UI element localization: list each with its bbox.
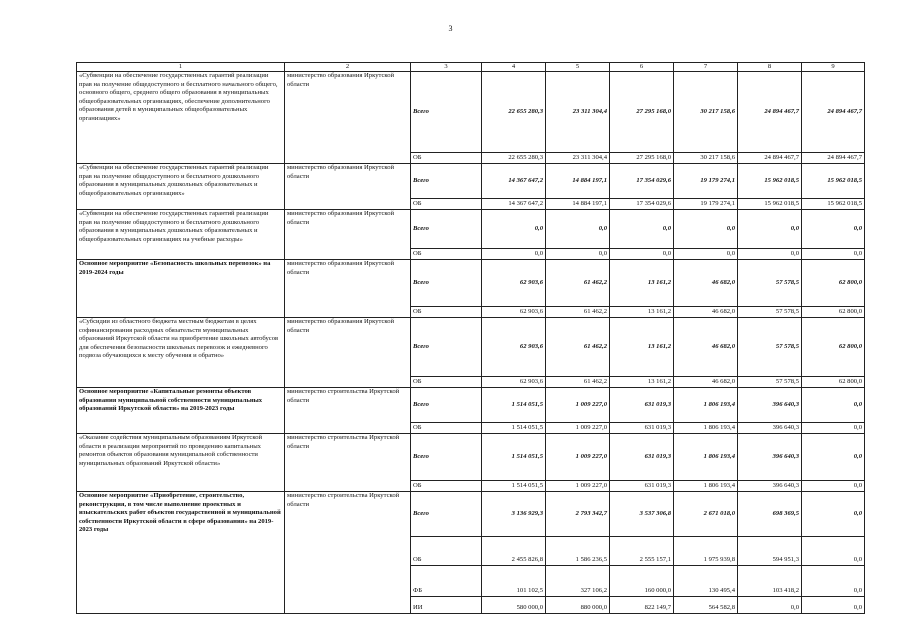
amount-cell: 27 295 168,0 [610,153,674,164]
funding-source-cell: Всего [411,72,482,153]
amount-cell: 62 800,0 [802,260,865,307]
amount-cell: 46 682,0 [674,307,738,318]
amount-cell: 1 975 939,8 [674,537,738,566]
amount-cell: 1 009 227,0 [546,481,610,492]
funding-source-cell: ОБ [411,307,482,318]
amount-cell: 160 000,0 [610,566,674,597]
page-number: 3 [448,24,453,33]
amount-cell: 1 009 227,0 [546,423,610,434]
table-row [77,164,865,199]
amount-cell: 17 354 029,6 [610,199,674,210]
table-row [77,388,865,423]
amount-cell: 62 800,0 [802,377,865,388]
amount-cell: 0,0 [802,537,865,566]
amount-cell: 30 217 158,6 [674,72,738,153]
amount-cell: 396 640,3 [738,423,802,434]
amount-cell: 3 136 929,3 [482,492,546,537]
amount-cell: 15 962 018,5 [738,164,802,199]
amount-cell: 61 462,2 [546,377,610,388]
amount-cell: 396 640,3 [738,388,802,423]
column-header: 9 [802,63,865,72]
executor-cell: министерство образования Иркутской области [285,260,411,318]
amount-cell: 1 806 193,4 [674,481,738,492]
amount-cell: 580 000,0 [482,597,546,614]
table-body [77,63,865,614]
amount-cell: 30 217 158,6 [674,153,738,164]
amount-cell: 101 102,5 [482,566,546,597]
amount-cell: 396 640,3 [738,434,802,481]
amount-cell: 22 655 280,3 [482,72,546,153]
amount-cell: 27 295 168,0 [610,72,674,153]
table-row [77,492,865,537]
amount-cell: 396 640,3 [738,481,802,492]
amount-cell: 0,0 [802,434,865,481]
amount-cell: 0,0 [738,597,802,614]
amount-cell: 631 019,3 [610,481,674,492]
column-header: 8 [738,63,802,72]
column-header: 3 [411,63,482,72]
amount-cell: 1 009 227,0 [546,388,610,423]
funding-source-cell: Всего [411,164,482,199]
amount-cell: 1 514 051,5 [482,423,546,434]
activity-name-cell: Основное мероприятие «Приобретение, строительство, реконструкция, в том числе выполнение проектных и изыскательских работ объектов государственной и муниципальной собственности Иркутской области в сфере образования» на 2019-2023 годы [77,492,285,614]
table-row [77,210,865,249]
amount-cell: 130 495,4 [674,566,738,597]
amount-cell: 13 161,2 [610,318,674,377]
amount-cell: 24 894 467,7 [738,72,802,153]
amount-cell: 2 671 018,0 [674,492,738,537]
amount-cell: 1 514 051,5 [482,481,546,492]
amount-cell: 1 806 193,4 [674,388,738,423]
executor-cell: министерство образования Иркутской области [285,210,411,260]
funding-source-cell: ОБ [411,377,482,388]
amount-cell: 57 578,5 [738,318,802,377]
amount-cell: 880 000,0 [546,597,610,614]
executor-cell: министерство образования Иркутской области [285,318,411,388]
funding-source-cell: ОБ [411,153,482,164]
amount-cell: 0,0 [802,210,865,249]
amount-cell: 24 894 467,7 [802,153,865,164]
amount-cell: 0,0 [738,249,802,260]
executor-cell: министерство образования Иркутской области [285,72,411,164]
amount-cell: 0,0 [802,423,865,434]
amount-cell: 62 903,6 [482,307,546,318]
amount-cell: 0,0 [738,210,802,249]
amount-cell: 0,0 [546,249,610,260]
amount-cell: 15 962 018,5 [738,199,802,210]
table-row [77,72,865,153]
funding-source-cell: ОБ [411,199,482,210]
activity-name-cell: «Оказание содействия муниципальным образованиям Иркутской области в реализации мероприятий по проведению капитальных ремонтов объектов образования муниципальной собственности муниципальных образований Иркутской области» [77,434,285,492]
funding-source-cell: ОБ [411,537,482,566]
amount-cell: 14 367 647,2 [482,164,546,199]
amount-cell: 2 555 157,1 [610,537,674,566]
amount-cell: 57 578,5 [738,377,802,388]
amount-cell: 0,0 [610,249,674,260]
funding-source-cell: Всего [411,434,482,481]
amount-cell: 1 009 227,0 [546,434,610,481]
amount-cell: 0,0 [802,481,865,492]
amount-cell: 3 537 306,8 [610,492,674,537]
amount-cell: 1 514 051,5 [482,434,546,481]
funding-source-cell: ОБ [411,249,482,260]
executor-cell: министерство строительства Иркутской области [285,492,411,614]
amount-cell: 0,0 [802,597,865,614]
column-header: 7 [674,63,738,72]
column-header: 5 [546,63,610,72]
amount-cell: 594 951,3 [738,537,802,566]
amount-cell: 24 894 467,7 [802,72,865,153]
funding-source-cell: Всего [411,210,482,249]
activity-name-cell: «Субвенции на обеспечение государственных гарантий реализации прав на получение общедоступного и бесплатного начального общего, основного общего, среднего общего образования в муниципальных общеобразовательных организациях, обеспечение дополнительного образования детей в муниципальных общеобразовательных организациях» [77,72,285,164]
amount-cell: 564 582,8 [674,597,738,614]
funding-source-cell: ИИ [411,597,482,614]
amount-cell: 822 149,7 [610,597,674,614]
amount-cell: 0,0 [802,388,865,423]
amount-cell: 0,0 [610,210,674,249]
funding-source-cell: Всего [411,260,482,307]
activity-name-cell: Основное мероприятие «Безопасность школьных перевозок» на 2019-2024 годы [77,260,285,318]
funding-source-cell: ОБ [411,423,482,434]
amount-cell: 19 179 274,1 [674,199,738,210]
amount-cell: 0,0 [482,210,546,249]
amount-cell: 14 884 197,1 [546,199,610,210]
amount-cell: 61 462,2 [546,260,610,307]
amount-cell: 61 462,2 [546,307,610,318]
funding-source-cell: Всего [411,388,482,423]
column-header: 4 [482,63,546,72]
amount-cell: 19 179 274,1 [674,164,738,199]
amount-cell: 14 884 197,1 [546,164,610,199]
funding-source-cell: Всего [411,492,482,537]
amount-cell: 2 455 826,8 [482,537,546,566]
activity-name-cell: «Субсидии из областного бюджета местным бюджетам в целях софинансирования расходных обязательств муниципальных образований Иркутской области на приобретение школьных автобусов для обеспечения безопасности школьных перевозок и ежедневного подвоза обучающихся к месту обучения и обратно» [77,318,285,388]
amount-cell: 62 903,6 [482,260,546,307]
amount-cell: 46 682,0 [674,377,738,388]
amount-cell: 62 800,0 [802,307,865,318]
amount-cell: 0,0 [546,210,610,249]
amount-cell: 62 903,6 [482,318,546,377]
amount-cell: 0,0 [802,566,865,597]
column-header: 6 [610,63,674,72]
amount-cell: 1 514 051,5 [482,388,546,423]
funding-source-cell: Всего [411,318,482,377]
column-number-row [77,63,865,72]
amount-cell: 62 800,0 [802,318,865,377]
executor-cell: министерство строительства Иркутской области [285,434,411,492]
amount-cell: 698 369,5 [738,492,802,537]
amount-cell: 62 903,6 [482,377,546,388]
funding-source-cell: ФБ [411,566,482,597]
amount-cell: 22 655 280,3 [482,153,546,164]
activity-name-cell: Основное мероприятие «Капитальные ремонты объектов образования муниципальной собственности муниципальных образований Иркутской области» на 2019-2023 годы [77,388,285,434]
executor-cell: министерство строительства Иркутской области [285,388,411,434]
amount-cell: 15 962 018,5 [802,199,865,210]
amount-cell: 24 894 467,7 [738,153,802,164]
amount-cell: 0,0 [802,249,865,260]
amount-cell: 1 806 193,4 [674,423,738,434]
column-header: 2 [285,63,411,72]
amount-cell: 17 354 029,6 [610,164,674,199]
table-row [77,260,865,307]
amount-cell: 2 793 342,7 [546,492,610,537]
amount-cell: 14 367 647,2 [482,199,546,210]
amount-cell: 15 962 018,5 [802,164,865,199]
amount-cell: 0,0 [802,492,865,537]
column-header: 1 [77,63,285,72]
amount-cell: 23 311 304,4 [546,72,610,153]
amount-cell: 1 586 236,5 [546,537,610,566]
amount-cell: 46 682,0 [674,318,738,377]
funding-source-cell: ОБ [411,481,482,492]
amount-cell: 13 161,2 [610,260,674,307]
activity-name-cell: «Субвенции на обеспечение государственных гарантий реализации прав на получение общедоступного и бесплатного дошкольного образования в муниципальных дошкольных образовательных и общеобразовательных организациях на учебные расходы» [77,210,285,260]
amount-cell: 0,0 [674,210,738,249]
amount-cell: 0,0 [482,249,546,260]
amount-cell: 61 462,2 [546,318,610,377]
amount-cell: 13 161,2 [610,377,674,388]
amount-cell: 631 019,3 [610,388,674,423]
amount-cell: 23 311 304,4 [546,153,610,164]
amount-cell: 46 682,0 [674,260,738,307]
amount-cell: 327 106,2 [546,566,610,597]
amount-cell: 1 806 193,4 [674,434,738,481]
amount-cell: 631 019,3 [610,434,674,481]
table-row [77,434,865,481]
table-row [77,318,865,377]
amount-cell: 631 019,3 [610,423,674,434]
amount-cell: 103 418,2 [738,566,802,597]
budget-table [76,62,865,614]
amount-cell: 57 578,5 [738,260,802,307]
amount-cell: 57 578,5 [738,307,802,318]
activity-name-cell: «Субвенции на обеспечение государственных гарантий реализации прав на получение общедоступного и бесплатного дошкольного образования в муниципальных дошкольных образовательных и общеобразовательных организациях» [77,164,285,210]
executor-cell: министерство образования Иркутской области [285,164,411,210]
amount-cell: 0,0 [674,249,738,260]
amount-cell: 13 161,2 [610,307,674,318]
